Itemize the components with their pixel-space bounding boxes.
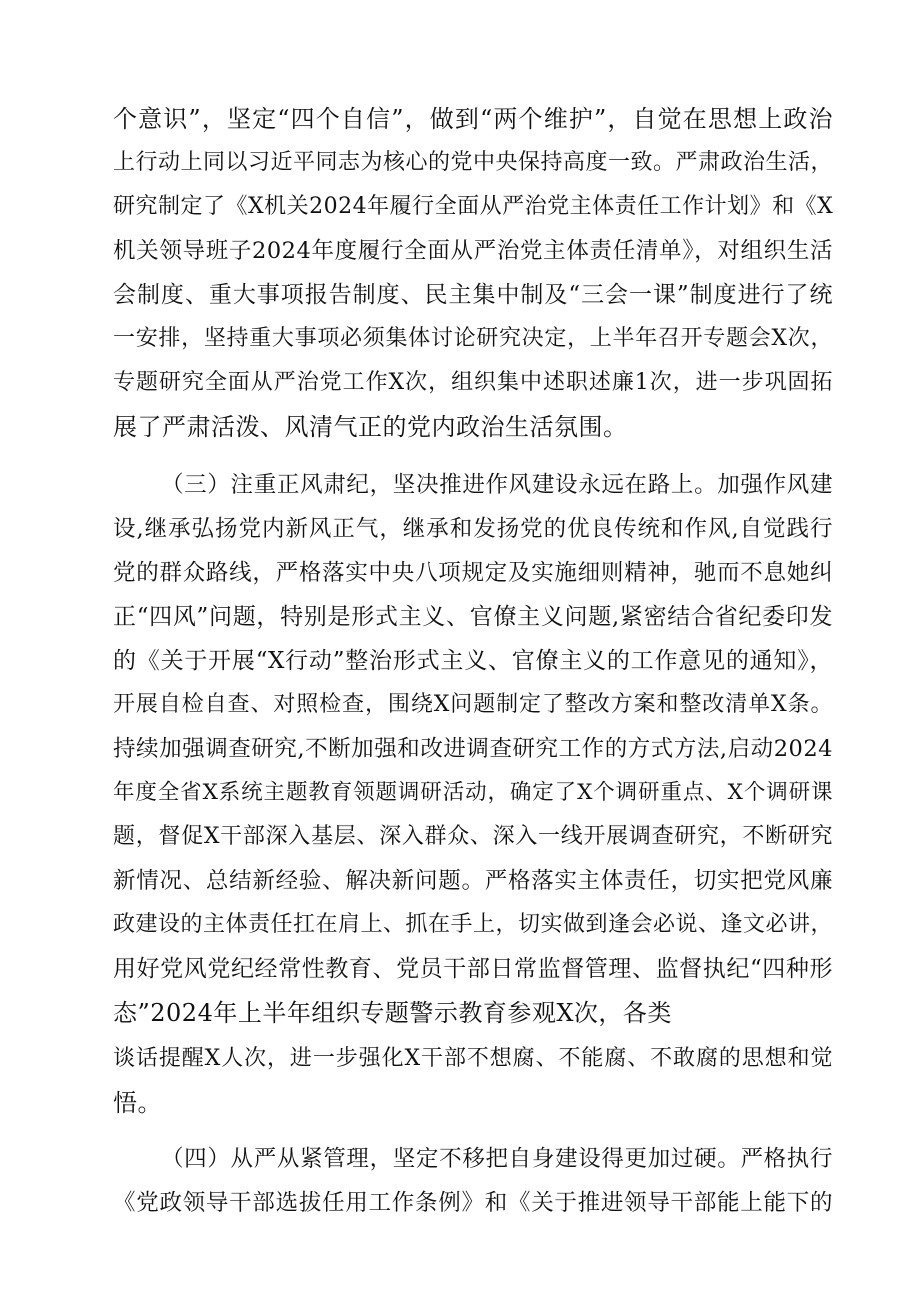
text-line: 态”2024年上半年组织专题警示教育参观X次，各类 (113, 999, 672, 1027)
section-heading-line: （四）从严从紧管理，坚定不移把自身建设得更加过硬。严格执行 (161, 1146, 833, 1172)
text-line: 政建设的主体责任扛在肩上、抓在手上，切实做到逢会必说、逢文必讲， (113, 912, 834, 937)
paragraph-end-line: 悟。 (113, 1089, 162, 1117)
section-heading-line: （三）注重正风肃纪，坚决推进作风建设永远在路上。加强作风建 (161, 472, 833, 498)
text-line: 党的群众路线，严格落实中央八项规定及实施细则精神，驰而不息她纠 (113, 560, 833, 586)
text-line: 开展自检自查、对照检查，围绕X问题制定了整改方案和整改清单X条。 (113, 692, 833, 717)
text-line: 一安排，坚持重大事项必须集体讨论研究决定，上半年召开专题会X次， (113, 326, 833, 351)
text-line: 谈话提醒X人次，进一步强化X干部不想腐、不能腐、不敢腐的思想和觉 (113, 1046, 833, 1071)
text-line: 正“四风”问题，特别是形式主义、官僚主义问题,紧密结合省纪委印发 (113, 604, 833, 630)
text-line: 设,继承弘扬党内新风正气，继承和发扬党的优良传统和作风,自觉践行 (113, 516, 833, 542)
text-line: 个意识”，坚定“四个自信”，做到“两个维护”，自觉在思想上政治 (113, 105, 833, 133)
text-line: 机关领导班子2024年度履行全面从严治党主体责任清单》，对组织生活 (113, 238, 833, 264)
text-line: 题，督促X干部深入基层、深入群众、深入一线开展调查研究，不断研究 (113, 824, 833, 849)
text-line: 研究制定了《X机关2024年履行全面从严治党主体责任工作计划》和《X (113, 194, 834, 219)
text-line: 新情况、总结新经验、解决新问题。严格落实主体责任，切实把党风廉 (113, 868, 833, 894)
text-line: 《党政领导干部选拔任用工作条例》和《关于推进领导干部能上能下的 (113, 1190, 833, 1216)
text-line: 的《关于开展“X行动”整治形式主义、官僚主义的工作意见的通知》， (113, 648, 833, 674)
text-line: 用好党风党纪经常性教育、党员干部日常监督管理、监督执纪“四种形 (113, 956, 833, 982)
text-line: 上行动上同以习近平同志为核心的党中央保持高度一致。严肃政治生活， (113, 150, 834, 175)
text-line: 专题研究全面从严治党工作X次，组织集中述职述廉1次，进一步巩固拓 (113, 370, 833, 395)
paragraph-end-line: 展了严肃活泼、风清气正的党内政治生活氛围。 (113, 413, 628, 441)
text-line: 会制度、重大事项报告制度、民主集中制及“三会一课”制度进行了统 (113, 282, 833, 308)
text-line: 年度全省X系统主题教育领题调研活动，确定了X个调研重点、X个调研课 (113, 780, 833, 805)
text-line: 持续加强调查研究,不断加强和改进调查研究工作的方式方法,启动2024 (113, 736, 833, 762)
